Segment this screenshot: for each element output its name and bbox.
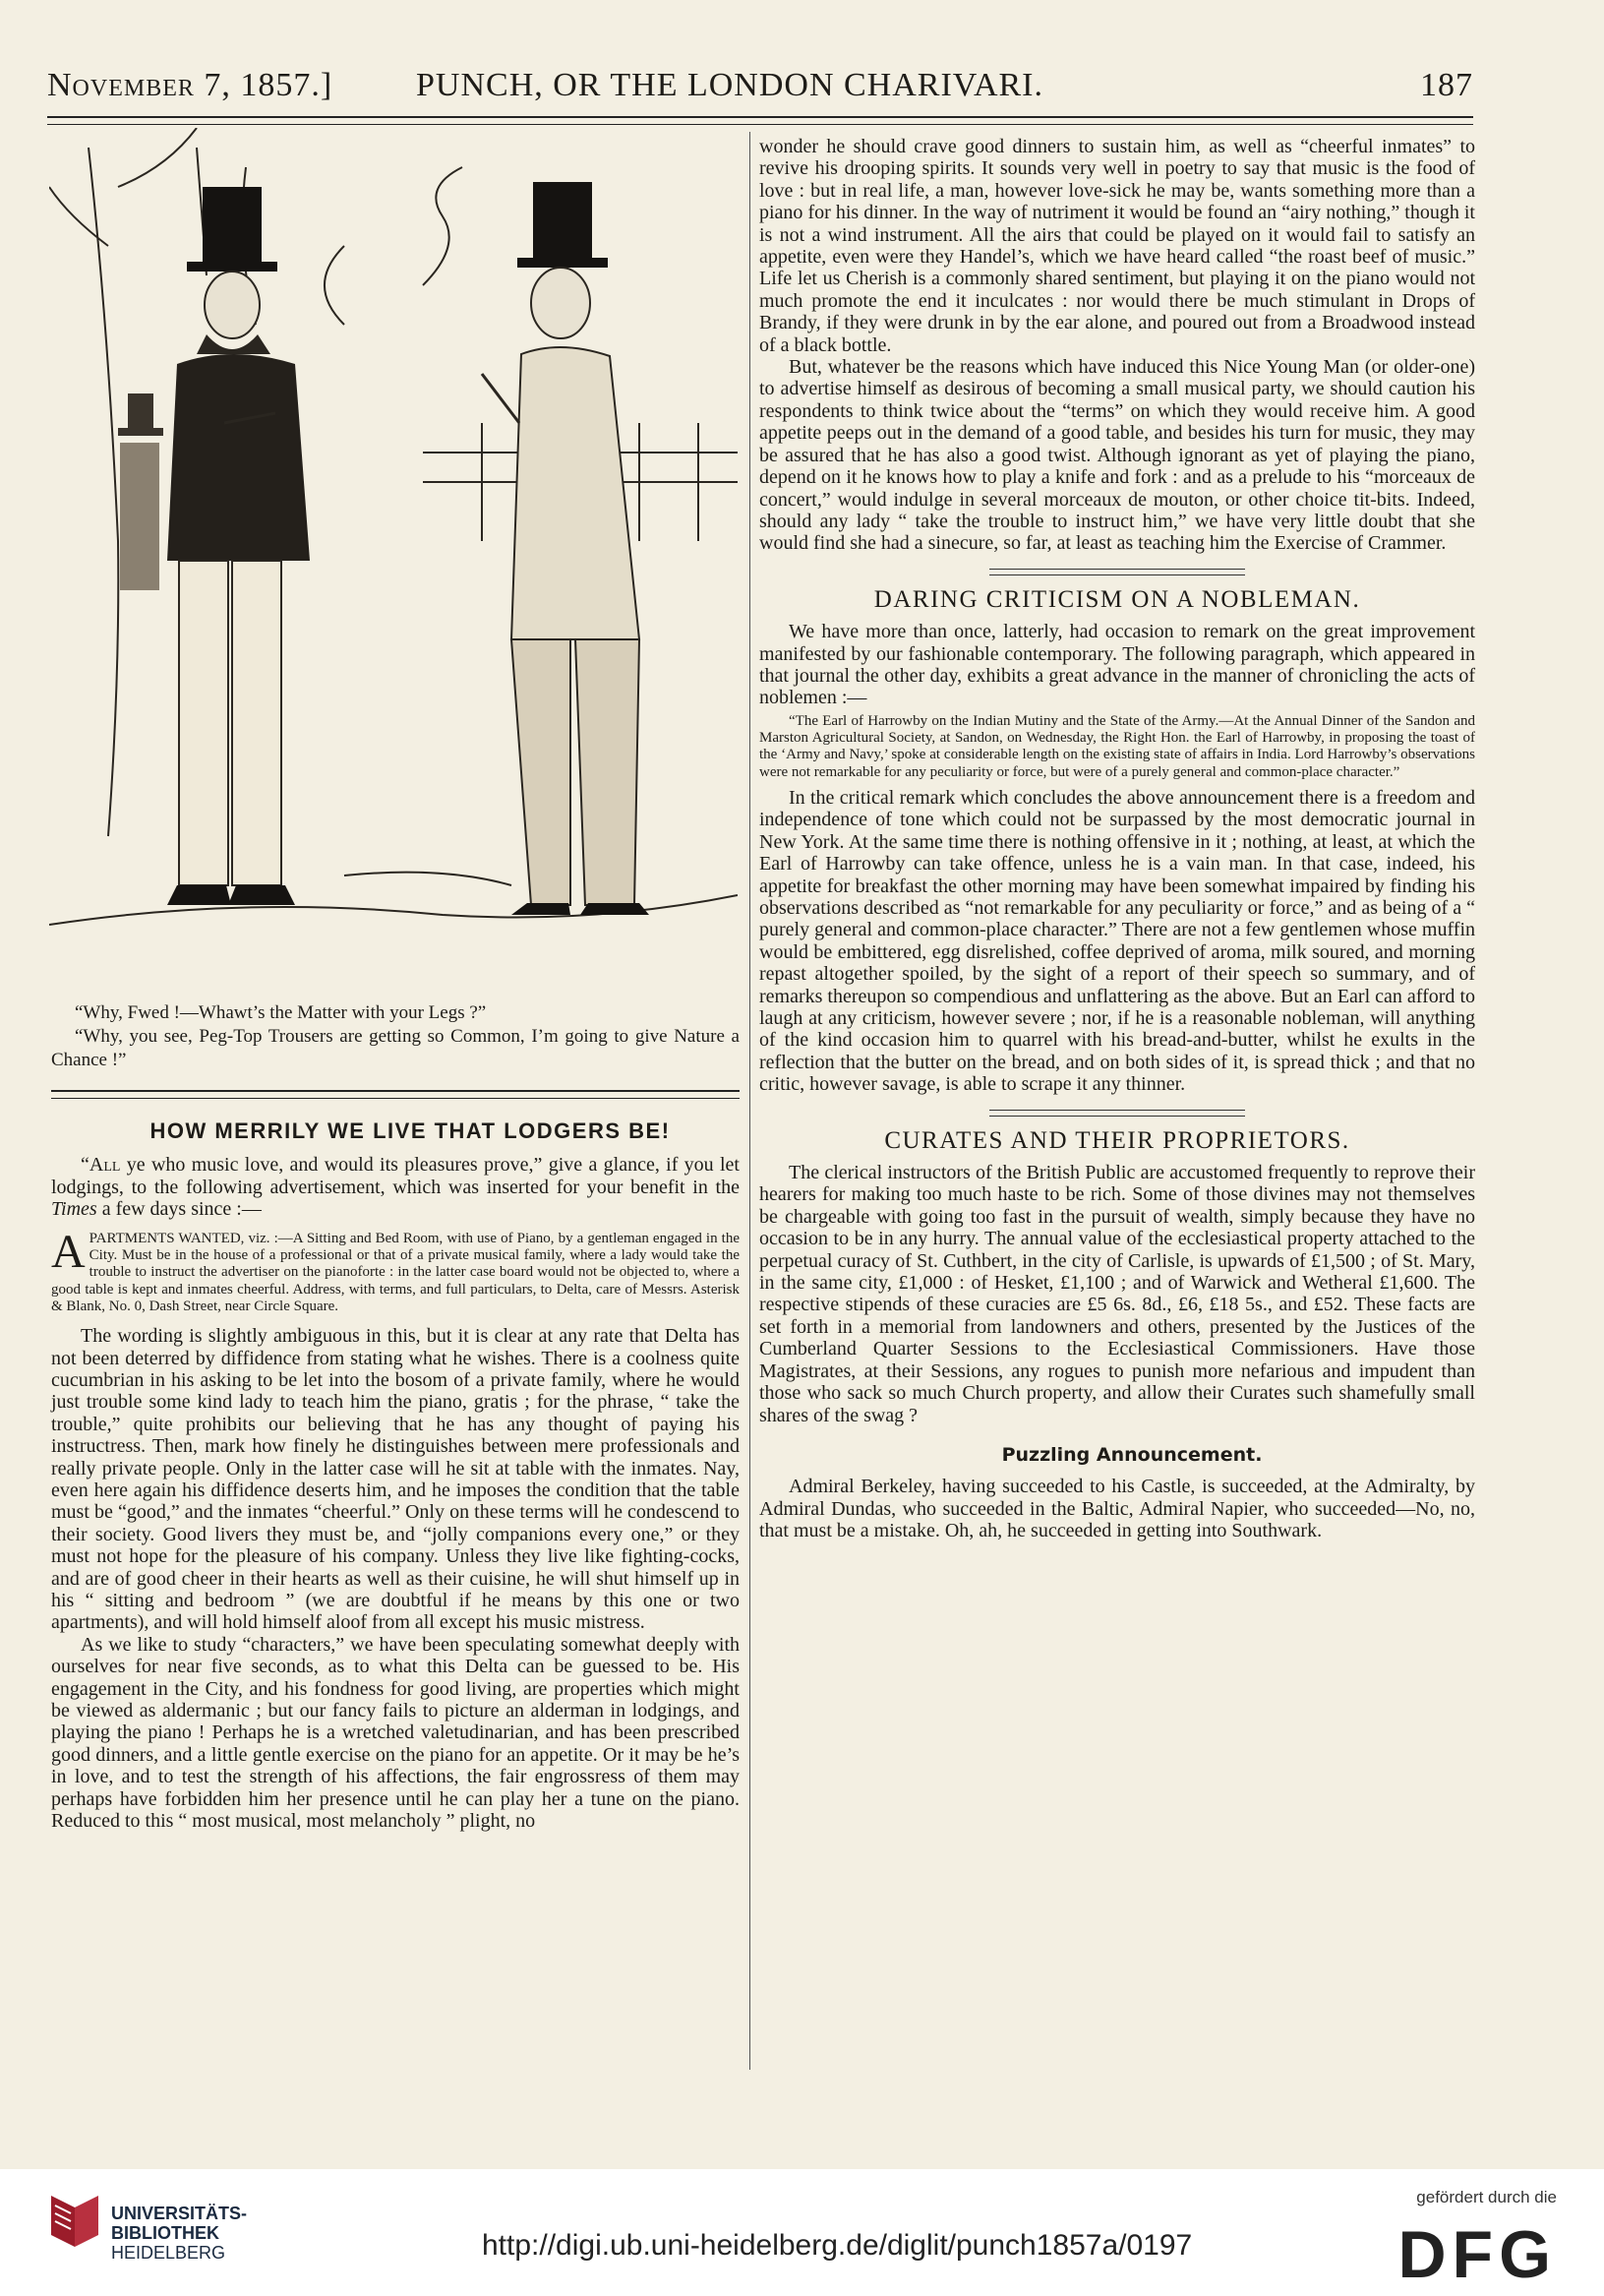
column-divider	[749, 132, 750, 2070]
library-logo-icon	[47, 2192, 102, 2251]
masthead-title: PUNCH, OR THE LONDON CHARIVARI.	[416, 67, 1044, 103]
masthead	[47, 67, 1473, 112]
caption-line-1: “Why, Fwed !—Whawt’s the Matter with your Legs ?”	[75, 1002, 487, 1023]
article-intro	[51, 1154, 740, 1220]
caption-line-2: “Why, you see, Peg-Top Trousers are getting so Common, I’m going to give Nature a Chance !”	[51, 1026, 740, 1070]
intro-end: a few days since :—	[96, 1198, 262, 1221]
permalink[interactable]: http://digi.ub.uni-heidelberg.de/diglit/punch1857a/0197	[482, 2229, 1193, 2262]
drop-cap: A	[51, 1225, 86, 1278]
paragraph: We have more than once, latterly, had occasion to remark on the great improvement manifested by our fashionable contemporary. The following paragraph, which appeared in that journal the other day, exhibits a great advance in the manner of chronicling the acts of noblemen :—	[759, 621, 1475, 709]
news-quote: “The Earl of Harrowby on the Indian Mutiny and the State of the Army.—At the Annual Dinner of the Sandon and Marston Agricultural Society, at Sandon, on Wednesday, the Right Hon. the Earl of Harrowby, in proposing the toast of the ‘Army and Navy,’ spoke at considerable length on the existing state of affairs in India. Lord Harrowby’s observations were not remarkable for any peculiarity or force, but were of a purely general and common-place character.”	[759, 712, 1475, 780]
library-line-2: BIBLIOTHEK	[111, 2223, 219, 2243]
separator	[989, 569, 1245, 575]
masthead-rule	[47, 116, 1473, 125]
cartoon-illustration	[49, 128, 738, 994]
section-rule	[51, 1090, 740, 1099]
paragraph: wonder he should crave good dinners to sustain him, as well as “cheerful inmates” to revive his drooping spirits. It sounds very well in poetry to say that music is the food of love : but in real life, a man, however love-sick he may be, wants something more than a piano for his dinner. In the way of nutriment it would be found an “airy nothing,” though it is not a wind instrument. All the airs that could be played on it would fail to satisfy an appetite, even were they Handel’s, which we have heard called “the roast beef of music.” Life let us Cherish is a commonly shared sentiment, but playing it on the piano would not much promote the end it inculcates : nor would there be much stimulant in Drops of Brandy, if they were drunk in by the ear alone, and poured out from a Broadwood instead of a black bottle.	[759, 136, 1475, 356]
dfg-logo: DFG	[1397, 2217, 1557, 2292]
library-name	[111, 2204, 247, 2263]
intro-text: ye who music love, and would its pleasures prove,” give a glance, if you let lodgings, to the following advertisement, which was inserted for your benefit in the	[51, 1154, 740, 1198]
intro-quote: “	[81, 1154, 89, 1177]
advertisement	[51, 1225, 740, 1315]
funded-by-label: gefördert durch die	[1416, 2188, 1557, 2206]
paragraph: The clerical instructors of the British Public are accustomed frequently to reprove their hearers for making too much haste to be rich. Some of those divines may not themselves be chargeable with going too fast in the pursuit of wealth, simply because they have no occasion to be in any hurry. The annual value of the ecclesiastical property attached to the perpetual curacy of St. Cuthbert, in the city of Carlisle, is upwards of £1,500 ; of St. Mary, in the same city, £1,000 : of Hesket, £1,100 ; and of Warwick and Wetheral £1,600. The respective stipends of these curacies are £5 6s. 8d., £6, £18 5s., and £52. These facts are set forth in a memorial from landowners and others, presented by the Justices of the Cumberland Quarter Sessions to the Ecclesiastical Commissioners. Have those Magistrates, at their Sessions, any rogues to punish more nefarious and impudent than those who sack so much Church property, and allow their Curates such shamefully small shares of the swag ?	[759, 1162, 1475, 1426]
cartoon-caption	[51, 1001, 740, 1072]
article-title: DARING CRITICISM ON A NOBLEMAN.	[873, 585, 1361, 613]
left-column	[51, 1001, 740, 1832]
paragraph: Admiral Berkeley, having succeeded to his Castle, is succeeded, at the Admiralty, by Admiral Dundas, who succeeded in the Baltic, Admiral Napier, who succeeded—No, no, that must be a mistake. Oh, ah, he succeeded in getting into Southwark.	[759, 1476, 1475, 1542]
article-title: Puzzling Announcement.	[1001, 1443, 1263, 1466]
paragraph: But, whatever be the reasons which have induced this Nice Young Man (or older-one) to advertise himself as desirous of becoming a small musical party, we should caution his respondents to think twice about the “terms” on which they would receive him. A good appetite peeps out in the demand of a good table, and besides his turn for music, they may be assured that he has also a good twist. Although ignorant as yet of playing the piano, depend on it he knows how to play a knife and fork : and as a prelude to his “morceaux de concert,” would indulge in several morceaux de mouton, or other choice tit-bits. Indeed, should any lady “ take the trouble to instruct him,” we have very little doubt that she would find she had a sinecure, so far, at least as teaching him the Exercise of Crammer.	[759, 356, 1475, 555]
right-column	[759, 136, 1475, 1542]
article-title: CURATES AND THEIR PROPRIETORS.	[884, 1126, 1350, 1154]
article-title: HOW MERRILY WE LIVE THAT LODGERS BE!	[149, 1118, 671, 1143]
library-line-1: UNIVERSITÄTS-	[111, 2204, 248, 2223]
masthead-date: November 7, 1857.]	[47, 67, 333, 103]
intro-times: Times	[51, 1198, 97, 1221]
page-number: 187	[1420, 67, 1473, 103]
separator	[989, 1110, 1245, 1117]
paragraph: In the critical remark which concludes the above announcement there is a freedom and independence of tone which could not be surpassed by the most democratic journal in New York. At the same time there is nothing offensive in it ; nothing, at least, at which the Earl of Harrowby can take offence, unless he is a vain man. In that case, indeed, his appetite for breakfast the other morning may have been somewhat impaired by finding his observations described as “not remarkable for any peculiarity or force,” and as being of a “ purely general and common-place character.” There are not a few gentlemen whose muffin would be embittered, egg disrelished, coffee deprived of aroma, milk soured, and morning repast altogether spoiled, by the sight of a report of their speech so summary, and of remarks thereupon so compendious and unflattering as the above. But an Earl can afford to laugh at any criticism, however severe ; nor, if he is a reasonable nobleman, will anything of the kind occasion him to quarrel with his bread-and-butter, whilst he exults in the reflection that the butter on the bread, and on both sides of it, is spread thick ; and that no critic, however savage, is able to scrape it any thinner.	[759, 786, 1475, 1096]
paragraph: As we like to study “characters,” we have been speculating somewhat deeply with ourselves for near five seconds, as to what this Delta can be guessed to be. His engagement in the City, and his fondness for good living, are properties which might be viewed as aldermanic ; but our fancy fails to picture an alderman in lodgings, and playing the piano ! Perhaps he is a wretched valetudinarian, and has been prescribed good dinners, and a little gentle exercise on the piano for an appetite. Or it may be he’s in love, and to test the strength of his affections, the fair engrossress of them may perhaps have forbidden him her presence until he can play her a tune on the piano. Reduced to this “ most musical, most melancholy ” plight, no	[51, 1633, 740, 1833]
library-line-3: HEIDELBERG	[111, 2243, 226, 2263]
paragraph: The wording is slightly ambiguous in this, but it is clear at any rate that Delta has not been deterred by diffidence from stating what he wishes. There is a coolness quite cucumbrian in his asking to be let into the bosom of a private family, where he would just trouble some kind lady to teach him the piano, gratis ; for the phrase, “ take the trouble,” quite prohibits our believing that he has any thought of paying his instructress. Then, mark how finely he distinguishes between mere professionals and really private people. Only in the latter case will he sit at table with the inmates. Nay, even here again his diffidence deserts him, and he imposes the condition that the table must be “good,” and the inmates “cheerful.” Only on these terms will he condescend to their society. Good livers they must be, and “jolly companions every one,” or they must not hope for the pleasure of his company. Unless they live like fighting-cocks, and are of good cheer in their hearts as well as their cuisine, he will shut himself up in his “ sitting and bedroom ” (we are doubtful if he means by this one or two apartments), and will hold himself aloof from all except his music mistress.	[51, 1325, 740, 1634]
advertisement-text: PARTMENTS WANTED, viz. :—A Sitting and Bed Room, with use of Piano, by a gentleman engaged in the City. Must be in the house of a professional or that of a private musical family, where a lady would take the trouble to instruct the advertiser on the pianoforte : in the latter case board would not be objected to, where a good table is kept and inmates cheerful. Address, with terms, and full particulars, to Delta, care of Messrs. Asterisk & Blank, No. 0, Dash Street, near Circle Square.	[51, 1230, 740, 1314]
intro-smallcaps: All	[89, 1154, 121, 1177]
